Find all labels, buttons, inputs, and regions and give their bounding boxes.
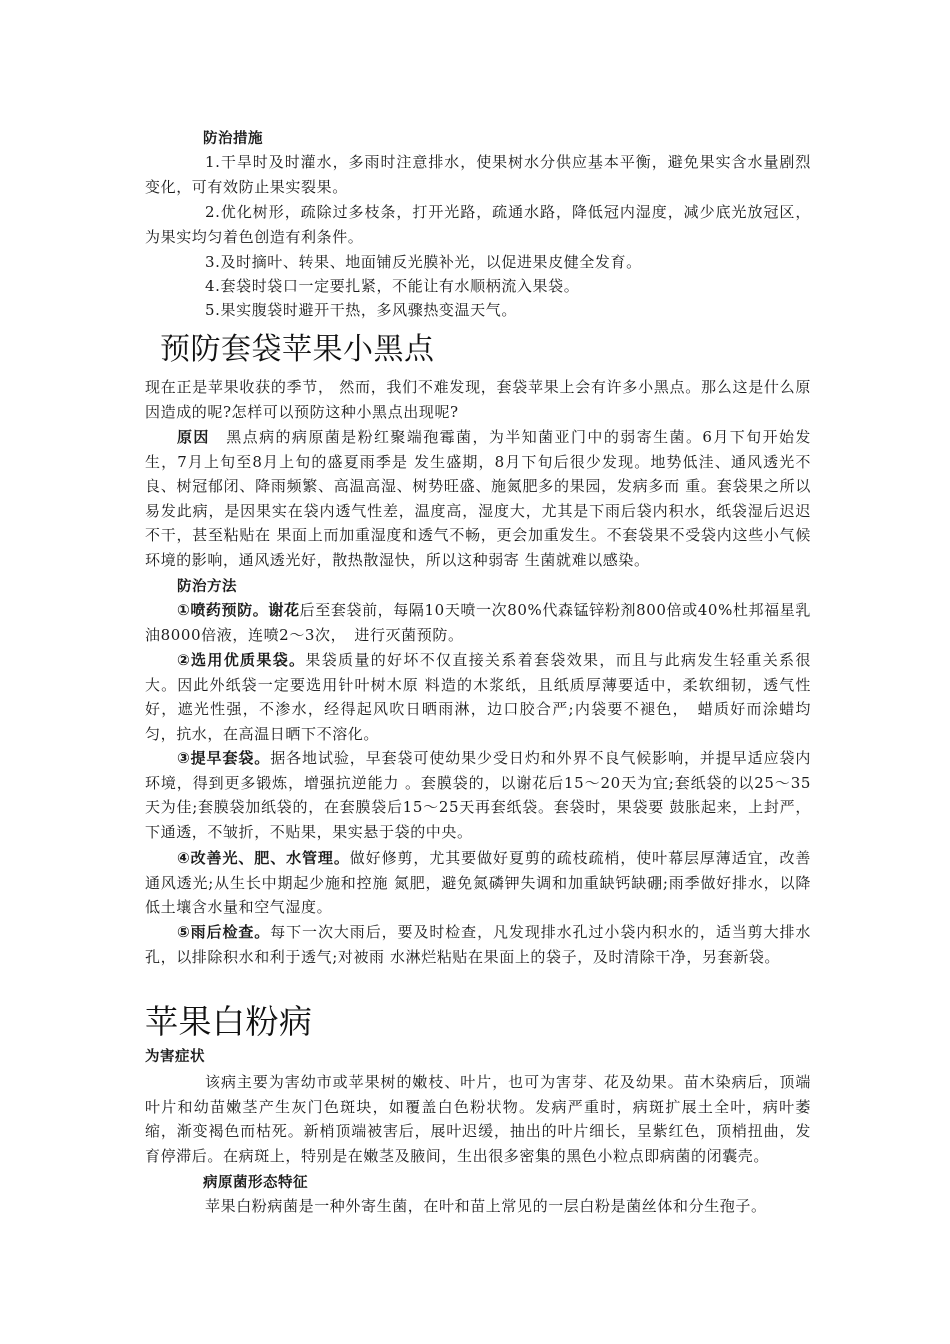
method-item-1 (145, 598, 811, 647)
method-text-2: 果袋质量的好坏不仅直接关系着套袋效果，而且与此病发生轻重关系很大。因此外纸袋一定要选用针叶树木原 料造的木浆纸，且纸质厚薄要适中，柔软细韧，透气性好，遮光性强，不渗水，经得起风吹日晒雨淋，边口胶合严;内袋要不褪色， 蜡质好而涂蜡均匀，抗水，在高温日晒下不溶化。 (145, 651, 811, 743)
section-heading-prevention-measures: 防治措施 (203, 131, 263, 147)
method-text-1: 后至套袋前，每隔10天喷一次80%代森锰锌粉剂800倍或40%杜邦福星乳油8000倍液，连喷2～3次， 进行灭菌预防。 (145, 601, 811, 644)
method-text-3: 据各地试验，早套袋可使幼果少受日灼和外界不良气候影响，并提早适应袋内环境，得到更多锻炼，增强抗逆能力 。套膜袋的，以谢花后15～20天为宜;套纸袋的以25～35天为佳;套膜袋加纸袋的，在套膜袋后15～25天再套纸袋。套袋时，果袋要 鼓胀起来，上封严，下通透，不皱折，不贴果，果实悬于袋的中央。 (145, 749, 811, 841)
method-label-2: ②选用优质果袋。 (177, 651, 306, 669)
method-text-4: 做好修剪，尤其要做好夏剪的疏枝疏梢，使叶幕层厚薄适宜，改善通风透光;从生长中期起少施和控施 氮肥，避免氮磷钾失调和加重缺钙缺硼;雨季做好排水，以降低土壤含水量和空气湿度。 (145, 849, 811, 916)
measure-item-4: 4.套袋时袋口一定要扎紧，不能让有水顺柄流入果袋。 (205, 277, 580, 295)
morphology-heading: 病原菌形态特征 (203, 1175, 308, 1191)
method-label-3: ③提早套袋。 (177, 749, 271, 767)
methods-heading: 防治方法 (177, 579, 237, 595)
section-title-powdery-mildew: 苹果白粉病 (145, 1002, 313, 1041)
method-item-2 (145, 648, 811, 746)
symptom-heading: 为害症状 (145, 1049, 205, 1065)
symptom-paragraph: 该病主要为害幼市或苹果树的嫩枝、叶片，也可为害芽、花及幼果。苗木染病后，顶端叶片和幼苗嫩茎产生灰门色斑块，如覆盖白色粉状物。发病严重时，病斑扩展土全叶，病叶萎缩，渐变褐色而枯死。新梢顶端被害后，展叶迟缓，抽出的叶片细长，呈紫红色，顶梢扭曲，发育停滞后。在病斑上，特别是在嫩茎及腋间，生出很多密集的黑色小粒点即病菌的闭囊壳。 (145, 1073, 811, 1165)
measure-item-5: 5.果实腹袋时避开干热，多风骤热变温天气。 (205, 301, 517, 319)
cause-paragraph (145, 425, 811, 572)
measure-item-1: 1.干旱时及时灌水，多雨时注意排水，使果树水分供应基本平衡，避免果实含水量剧烈变化，可有效防止果实裂果。 (145, 153, 811, 196)
method-label-4: ④改善光、肥、水管理。 (177, 849, 350, 867)
method-item-4 (145, 846, 811, 920)
morphology-paragraph: 苹果白粉病菌是一种外寄生菌，在叶和苗上常见的一层白粉是菌丝体和分生孢子。 (205, 1197, 767, 1215)
cause-label: 原因 (177, 428, 210, 446)
method-item-3 (145, 746, 811, 844)
method-label-5: ⑤雨后检查。 (177, 923, 271, 941)
measure-item-3: 3.及时摘叶、转果、地面铺反光膜补光，以促进果皮健全发育。 (205, 253, 642, 271)
method-label-1: ①喷药预防。谢花 (177, 601, 300, 619)
measure-item-2: 2.优化树形，疏除过多枝条，打开光路，疏通水路，降低冠内湿度，减少底光放冠区，为果实均匀着色创造有利条件。 (145, 203, 811, 246)
method-text-5: 每下一次大雨后，要及时检查，凡发现排水孔过小袋内积水的，适当剪大排水孔，以排除积水和利于透气;对被雨 水淋烂粘贴在果面上的袋子，及时清除干净，另套新袋。 (145, 923, 811, 966)
method-item-5 (145, 920, 811, 969)
intro-paragraph: 现在正是苹果收获的季节， 然而，我们不难发现，套袋苹果上会有许多小黑点。那么这是什么原因造成的呢?怎样可以预防这种小黑点出现呢? (145, 378, 811, 421)
section-title-black-spot: 预防套袋苹果小黑点 (160, 332, 435, 367)
cause-text: 黑点病的病原菌是粉红聚端孢霉菌，为半知菌亚门中的弱寄生菌。6月下旬开始发生，7月上旬至8月上旬的盛夏雨季是 发生盛期，8月下旬后很少发现。地势低洼、通风透光不良、树冠郁闭、降雨频繁、高温高湿、树势旺盛、施氮肥多的果园，发病多而 重。套袋果之所以易发此病，是因果实在袋内透气性差，温度高，湿度大，尤其是下雨后袋内积水，纸袋湿后迟迟不干，甚至粘贴在 果面上而加重湿度和透气不畅，更会加重发生。不套袋果不受袋内这些小气候环境的影响，通风透光好，散热散湿快，所以这种弱寄 生菌就难以感染。 (145, 428, 812, 569)
